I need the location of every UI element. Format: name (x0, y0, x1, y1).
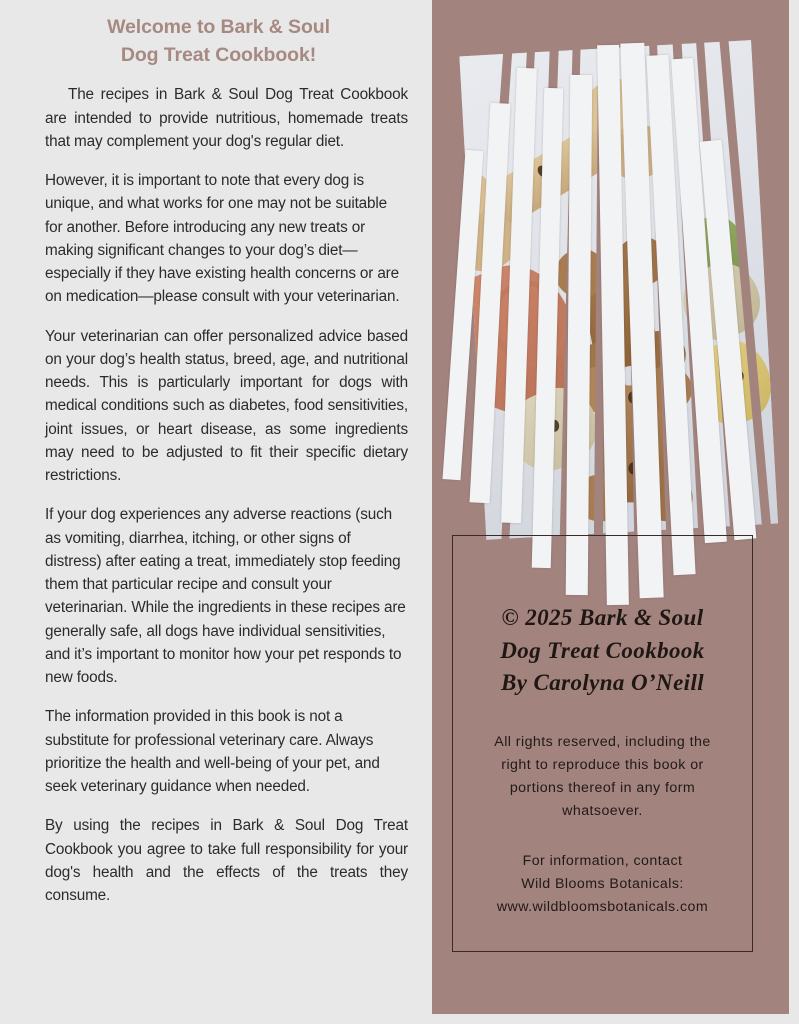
body-paragraph-1: The recipes in Bark & Soul Dog Treat Cookbook are intended to provide nutritious, homemade treats that may complement your dog's regular diet. (45, 86, 408, 150)
page-title-line-2: Dog Treat Cookbook! (120, 43, 317, 66)
rights-notice (469, 731, 736, 823)
body-paragraph-4: If your dog experiences any adverse reactions (such as vomiting, diarrhea, itching, or other signs of distress) after eating a treat, immediately stop feeding them that particular recipe and consult your veterinarian. While the ingredients in these recipes are generally safe, all dogs have individual sensitivities, and it’s important to monitor how your pet responds to new foods. (45, 506, 406, 687)
paper-strip (566, 75, 593, 595)
rights-line-4: whatsoever. (562, 802, 643, 819)
rights-line-3: portions thereof in any form (509, 779, 696, 796)
contact-info (469, 850, 736, 919)
contact-line-2: Wild Blooms Botanicals: (521, 875, 684, 892)
credit-line-1: © 2025 Bark & Soul (501, 605, 704, 630)
page-title-line-1: Welcome to Bark & Soul (107, 16, 330, 38)
credit-line-2: Dog Treat Cookbook (500, 637, 705, 663)
copyright-box (452, 535, 753, 952)
body-paragraph-2: However, it is important to note that every dog is unique, and what works for one may not be suitable for another. Before introducing any new treats or making significant changes to your dog’s diet—especially if they have existing health concerns or are on medication—please consult with your veterinarian. (45, 172, 400, 306)
rights-line-2: right to reproduce this book or (501, 756, 704, 773)
contact-line-1: For information, contact (522, 852, 683, 869)
credit-line-3: By Carolyna O’Neill (500, 670, 705, 696)
contact-website: www.wildbloomsbotanicals.com (496, 898, 709, 915)
rights-line-1: All rights reserved, including the (494, 733, 711, 750)
copyright-content (453, 602, 752, 919)
body-paragraph-3: Your veterinarian can offer personalized advice based on your dog’s health status, breed, age, and nutritional needs. This is particularly important for dogs with medical conditions such as diabetes, food sensitivities, joint issues, or heart disease, as some ingredients may need to be adjusted to fit their specific dietary restrictions. (45, 327, 408, 485)
page-title (45, 14, 408, 69)
body-paragraph-6: By using the recipes in Bark & Soul Dog Treat Cookbook you agree to take full responsibility for your dog's health and the effects of the treats they consume. (45, 817, 408, 905)
decorative-panel (432, 0, 789, 1014)
credit-block (469, 602, 736, 700)
body-paragraph-5: The information provided in this book is not a substitute for professional veterinary care. Always prioritize the health and well-being of your pet, and seek veterinary guidance when needed. (45, 708, 380, 796)
